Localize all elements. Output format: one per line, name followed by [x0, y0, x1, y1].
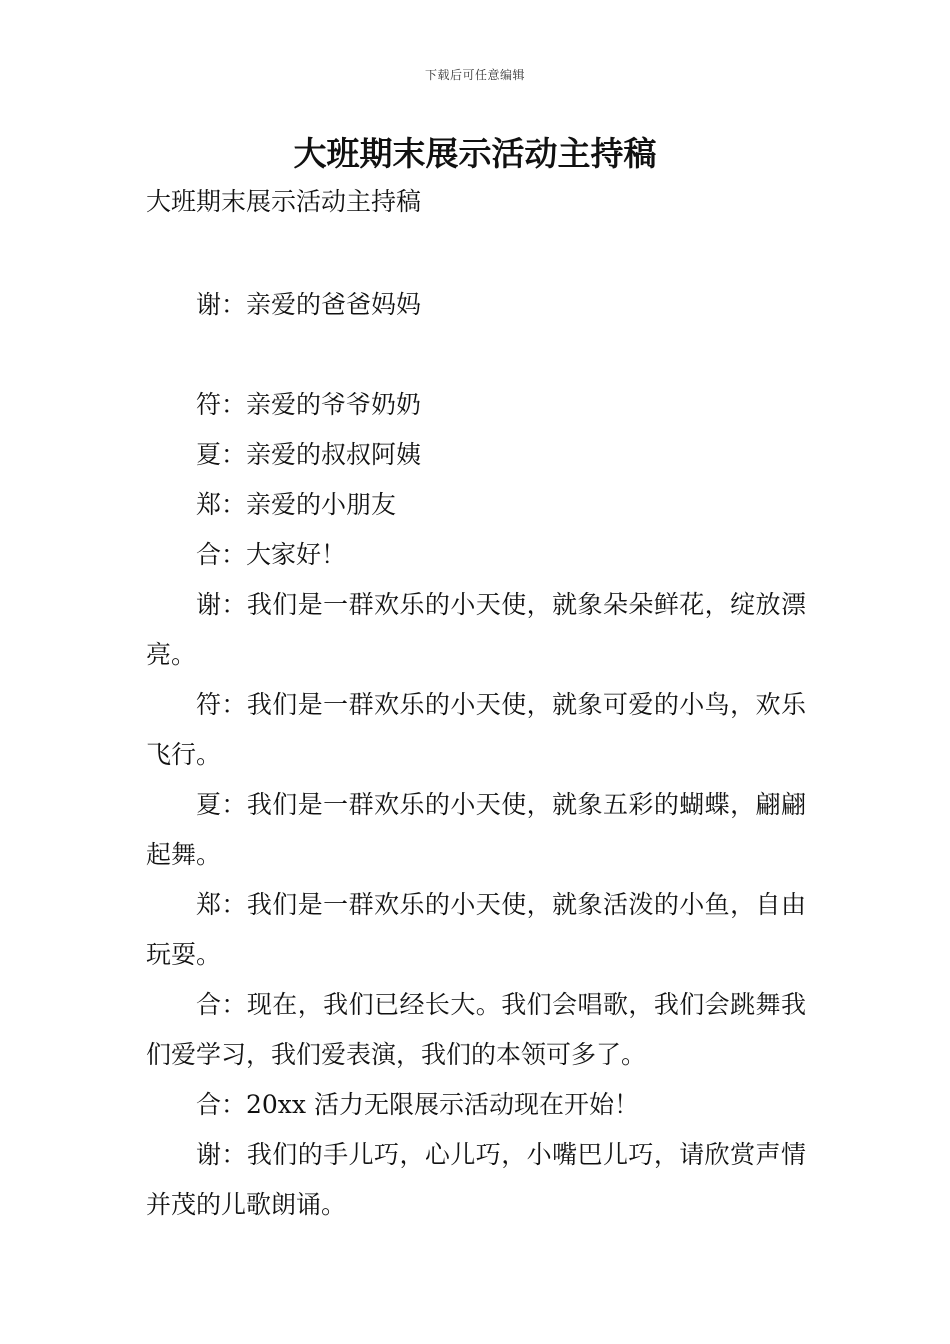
paragraph: 夏：我们是一群欢乐的小天使，就象五彩的蝴蝶，翩翩起舞。	[146, 790, 806, 869]
paragraph: 合：大家好！	[196, 540, 347, 569]
paragraph: 夏：亲爱的叔叔阿姨	[196, 440, 422, 469]
paragraph: 符：我们是一群欢乐的小天使，就象可爱的小鸟，欢乐飞行。	[146, 690, 806, 769]
paragraph: 郑：亲爱的小朋友	[196, 490, 397, 519]
paragraph: 合：20xx 活力无限展示活动现在开始！	[196, 1090, 639, 1119]
page-title: 大班期末展示活动主持稿	[293, 134, 657, 173]
paragraph: 谢：亲爱的爸爸妈妈	[196, 290, 422, 319]
paragraph: 郑：我们是一群欢乐的小天使，就象活泼的小鱼，自由玩耍。	[146, 890, 806, 969]
header-note: 下载后可任意编辑	[424, 68, 525, 82]
document-subtitle: 大班期末展示活动主持稿	[146, 187, 422, 216]
paragraph: 谢：我们是一群欢乐的小天使，就象朵朵鲜花，绽放漂亮。	[146, 590, 806, 669]
document-body	[146, 280, 806, 1230]
paragraph: 合：现在，我们已经长大。我们会唱歌，我们会跳舞我们爱学习，我们爱表演，我们的本领可多了。	[146, 990, 806, 1069]
paragraph: 符：亲爱的爷爷奶奶	[196, 390, 422, 419]
paragraph: 谢：我们的手儿巧，心儿巧，小嘴巴儿巧，请欣赏声情并茂的儿歌朗诵。	[146, 1140, 806, 1219]
